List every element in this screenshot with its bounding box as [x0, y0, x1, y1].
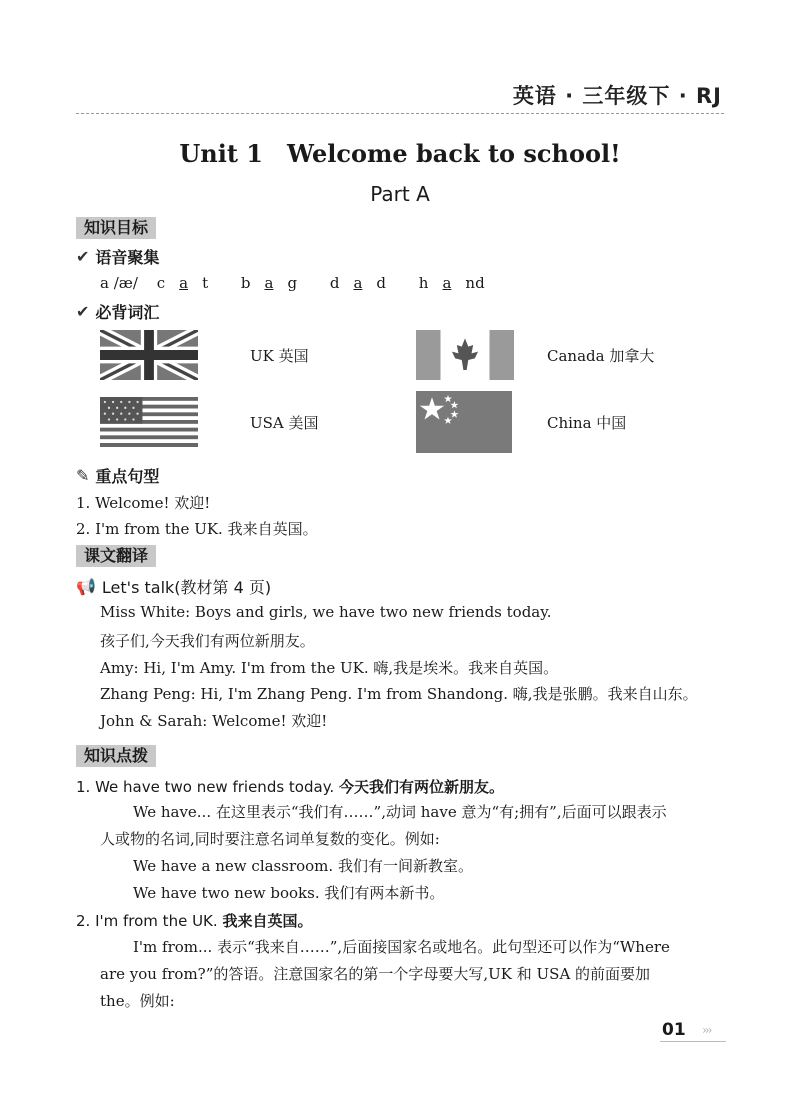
phonics-word: c a t [156, 274, 209, 292]
phonics-prefix: a /æ/ [100, 274, 138, 292]
talk-heading [76, 575, 271, 598]
usa-flag-icon [100, 397, 198, 447]
point-example: We have a new classroom. 我们有一间新教室。 [133, 857, 473, 875]
talk-line: 孩子们,今天我们有两位新朋友。 [100, 632, 315, 650]
point-example: We have two new books. 我们有两本新书。 [133, 884, 445, 902]
vocab-china: China 中国 [547, 414, 627, 432]
section-knowledge-goals: 知识目标 [76, 217, 156, 239]
phonics-word: h a nd [418, 274, 485, 292]
point-paragraph: I'm from... 表示“我来自……”,后面接国家名或地名。此句型还可以作为“Where [133, 938, 670, 956]
vocab-uk: UK 英国 [250, 347, 309, 365]
chevron-right-icon: ››› [702, 1023, 711, 1037]
point-paragraph: the。例如: [100, 992, 175, 1010]
canada-flag-icon [416, 330, 514, 380]
china-flag-icon [416, 391, 512, 453]
sentence-item: 1. Welcome! 欢迎! [76, 494, 211, 512]
phonics-word: d a d [329, 274, 386, 292]
talk-line: John & Sarah: Welcome! 欢迎! [100, 712, 328, 730]
header-divider [76, 113, 724, 114]
footer-divider [660, 1041, 726, 1042]
brush-icon: ✔ [76, 302, 90, 321]
vocab-heading-text: 必背词汇 [95, 303, 160, 322]
vocab-heading [76, 300, 159, 323]
talk-heading-text: Let's talk(教材第 4 页) [101, 578, 272, 597]
page-number: 01 [662, 1020, 686, 1040]
phonics-row [100, 274, 513, 292]
talk-line: Zhang Peng: Hi, I'm Zhang Peng. I'm from Shandong. 嗨,我是张鹏。我来自山东。 [100, 685, 698, 703]
phonics-heading [76, 245, 159, 268]
running-header: 英语 · 三年级下 · RJ [512, 84, 722, 108]
sentence-item: 2. I'm from the UK. 我来自英国。 [76, 520, 318, 538]
point-paragraph: are you from?”的答语。注意国家名的第一个字母要大写,UK 和 USA 的前面要加 [100, 965, 651, 983]
talk-line: Amy: Hi, I'm Amy. I'm from the UK. 嗨,我是埃米。我来自英国。 [100, 659, 559, 677]
phonics-heading-text: 语音聚集 [95, 248, 160, 267]
point-heading: 2. I'm from the UK. 我来自英国。 [76, 912, 313, 930]
sentences-heading-text: 重点句型 [95, 467, 160, 486]
unit-title: Unit 1 Welcome back to school! [179, 139, 621, 168]
sentences-heading [76, 464, 159, 487]
vocab-usa: USA 美国 [250, 414, 319, 432]
megaphone-icon: 📢 [76, 577, 96, 596]
talk-line: Miss White: Boys and girls, we have two new friends today. [100, 603, 552, 621]
point-paragraph: 人或物的名词,同时要注意名词单复数的变化。例如: [100, 830, 440, 848]
section-text-translation: 课文翻译 [76, 545, 156, 567]
uk-flag-icon [100, 330, 198, 380]
brush-icon: ✔ [76, 247, 90, 266]
pencil-icon: ✎ [76, 466, 90, 485]
point-heading: 1. We have two new friends today. 今天我们有两位新朋友。 [76, 778, 504, 796]
point-paragraph: We have... 在这里表示“我们有……”,动词 have 意为“有;拥有”,后面可以跟表示 [133, 803, 667, 821]
phonics-word: b a g [240, 274, 298, 292]
vocab-canada: Canada 加拿大 [547, 347, 655, 365]
part-title: Part A [370, 182, 430, 206]
section-key-points: 知识点拨 [76, 745, 156, 767]
